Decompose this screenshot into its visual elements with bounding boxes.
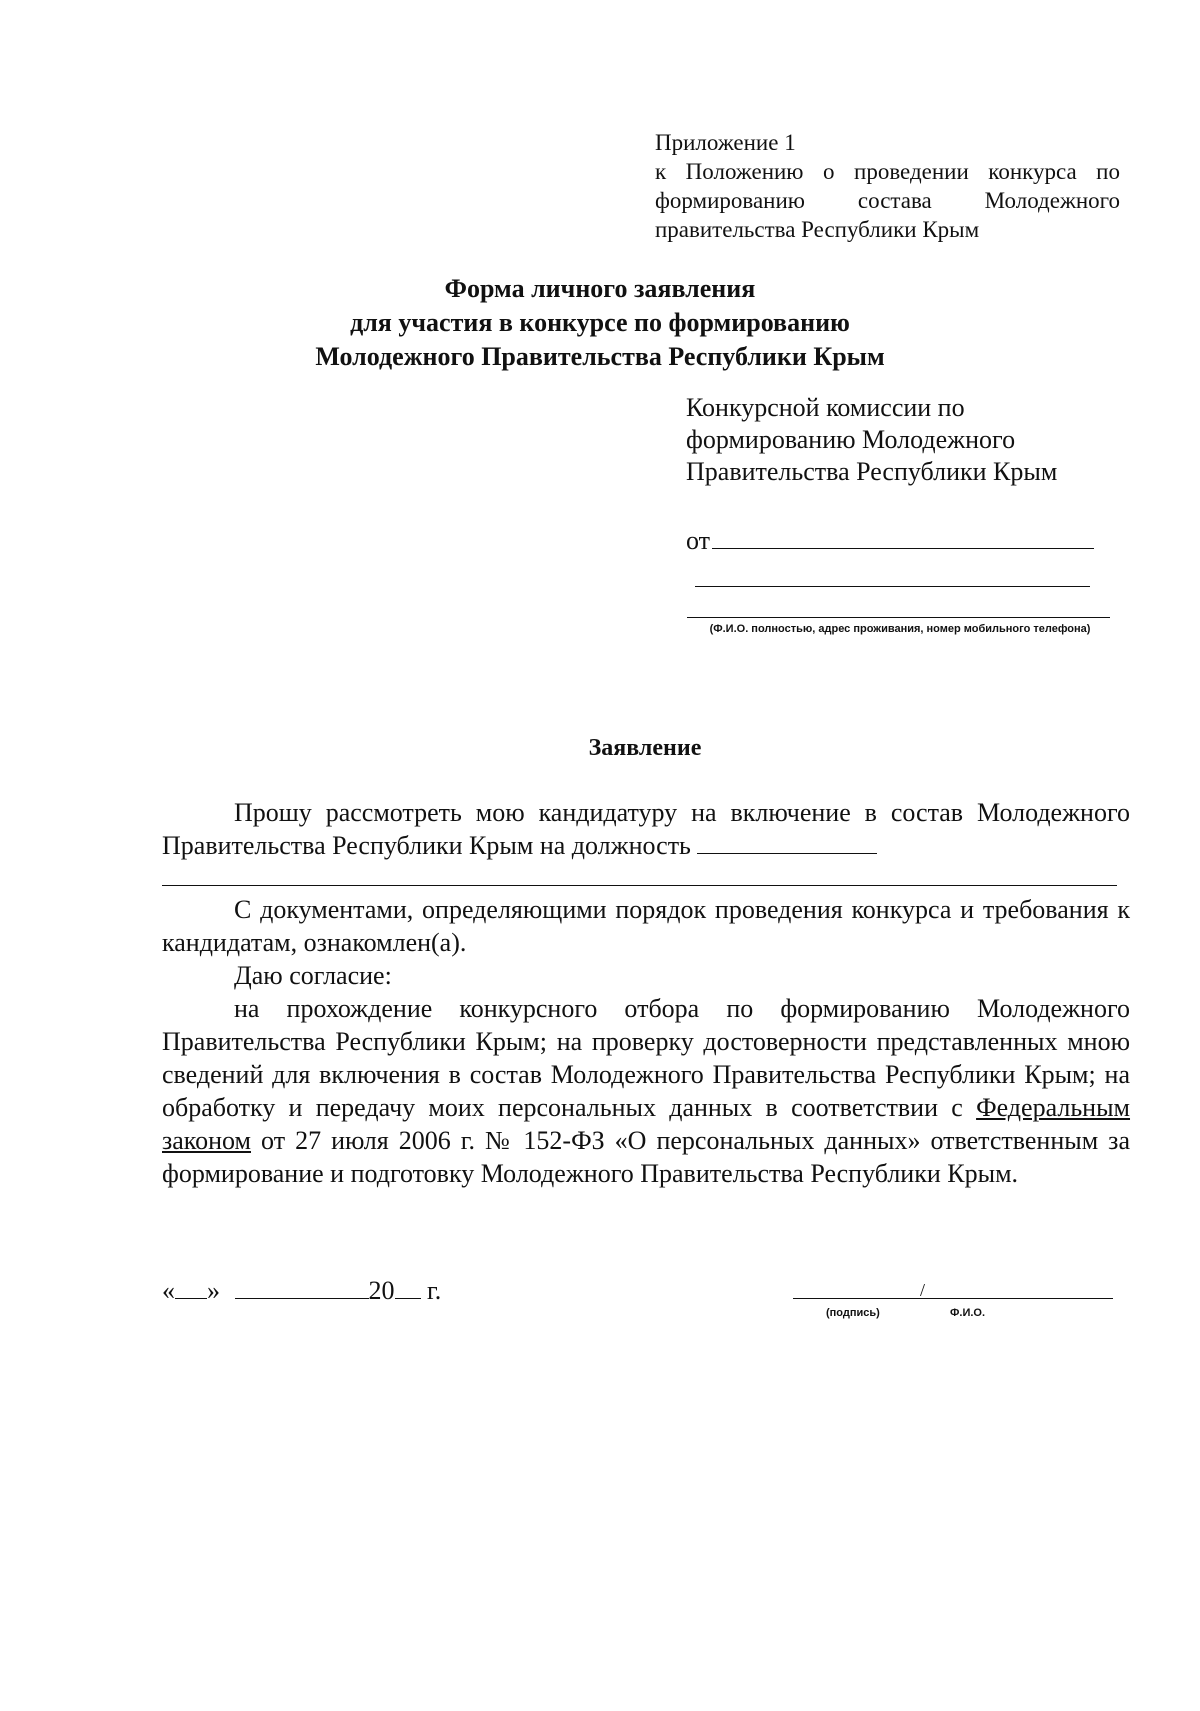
date-row bbox=[162, 1275, 441, 1307]
signature-slash: / bbox=[920, 1280, 926, 1300]
statement-heading: Заявление bbox=[588, 735, 702, 761]
address-blank-line-1 bbox=[695, 586, 1090, 587]
position-blank-line bbox=[697, 833, 877, 854]
quote-open: « bbox=[162, 1276, 175, 1305]
fio-caption: (Ф.И.О. полностью, адрес проживания, номер мобильного телефона) bbox=[709, 623, 1091, 635]
month-blank bbox=[235, 1276, 369, 1299]
appendix-block bbox=[655, 128, 1120, 244]
day-blank bbox=[175, 1276, 207, 1299]
form-title bbox=[150, 272, 1050, 374]
year-blank bbox=[395, 1276, 421, 1299]
statement-paragraph-1-text: Прошу рассмотреть мою кандидатуру на включение в состав Молодежного Правительства Республики Крым на должность bbox=[162, 798, 1130, 860]
federal-law-link[interactable]: Федеральным законом bbox=[162, 1093, 1131, 1155]
addressee-line-2: формированию Молодежного bbox=[686, 425, 1016, 454]
addressee-block bbox=[686, 392, 1126, 488]
statement-paragraph-2: С документами, определяющими порядок проведения конкурса и требования к кандидатам, ознакомлен(а). bbox=[162, 895, 1130, 957]
appendix-label: Приложение 1 bbox=[655, 130, 796, 155]
signature-line bbox=[793, 1298, 1113, 1299]
addressee-line-1: Конкурсной комиссии по bbox=[686, 393, 965, 422]
statement-paragraph-4-text-a: на прохождение конкурсного отбора по формированию Молодежного Правительства Республики Крым; на проверку достоверности представленных мною сведений для включения в состав Молодежного Правительства Республики Крым; на обработку и передачу моих персональных данных в соответствии с bbox=[162, 994, 1130, 1122]
year-prefix: 20 bbox=[368, 1276, 395, 1305]
statement-paragraph-4 bbox=[162, 992, 1130, 1190]
address-blank-line-2 bbox=[687, 617, 1110, 618]
from-label: от bbox=[686, 526, 711, 555]
from-blank-line bbox=[712, 524, 1094, 549]
signature-caption: (подпись) bbox=[826, 1307, 880, 1319]
statement-paragraph-3: Даю согласие: bbox=[234, 961, 392, 990]
position-blank-line-2 bbox=[162, 885, 1117, 886]
form-title-line-1: Форма личного заявления bbox=[444, 274, 756, 303]
appendix-text: к Положению о проведении конкурса по формированию состава Молодежного правительства Республики Крым bbox=[655, 159, 1120, 242]
fio-short-caption: Ф.И.О. bbox=[950, 1307, 986, 1319]
statement-paragraph-4-text-b: от 27 июля 2006 г. № 152-ФЗ «О персональных данных» ответственным за формирование и подготовку Молодежного Правительства Республики Крым. bbox=[162, 1126, 1130, 1188]
statement-paragraph-1 bbox=[162, 796, 1130, 862]
year-suffix: г. bbox=[427, 1276, 442, 1305]
quote-close: » bbox=[207, 1276, 220, 1305]
form-title-line-2: для участия в конкурсе по формированию bbox=[350, 308, 850, 337]
form-title-line-3: Молодежного Правительства Республики Крым bbox=[315, 342, 885, 371]
addressee-line-3: Правительства Республики Крым bbox=[686, 457, 1058, 486]
from-row bbox=[686, 524, 1106, 557]
